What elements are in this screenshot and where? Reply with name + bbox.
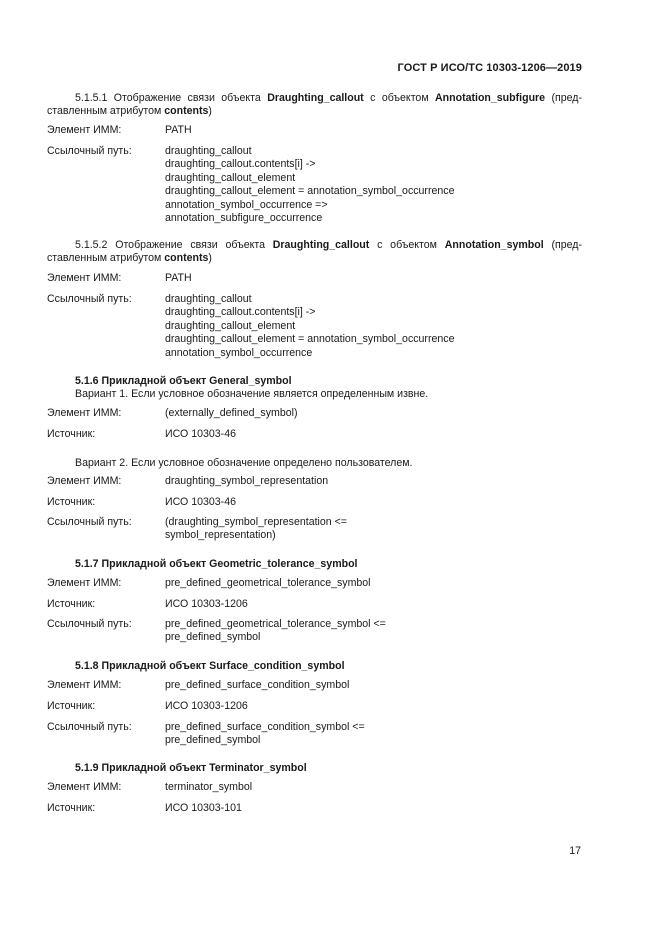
path-line: (draughting_symbol_representation <= <box>165 516 347 528</box>
row-label: Элемент ИММ: <box>47 781 122 793</box>
entity-name: Annotation_subfigure <box>435 92 546 104</box>
text: ) <box>208 252 212 265</box>
path-line: pre_defined_surface_condition_symbol <= <box>165 721 365 733</box>
document-header: ГОСТ Р ИСО/ТС 10303-1206—2019 <box>397 62 582 74</box>
row-label: Элемент ИММ: <box>47 407 122 419</box>
text: Отображение связи объекта <box>107 239 273 251</box>
row-label: Элемент ИММ: <box>47 577 122 589</box>
attribute-name: contents <box>164 105 209 118</box>
path-line: draughting_callout_element = annotation_symbol_occurrence <box>165 333 455 346</box>
row-label: Элемент ИММ: <box>47 679 122 691</box>
variant-text: Вариант 1. Если условное обозначение является определенным извне. <box>75 388 429 400</box>
section-number: 5.1.5.2 <box>75 239 108 251</box>
path-line: draughting_callout <box>165 145 252 157</box>
text: (пред-ставленным атрибутом <box>47 92 582 118</box>
section-5-1-5-1-paragraph <box>47 92 582 119</box>
path-line: pre_defined_symbol <box>165 734 261 747</box>
row-value: PATH <box>165 124 192 136</box>
section-number: 5.1.5.1 <box>75 92 108 104</box>
row-value <box>165 293 454 360</box>
row-value: ИСО 10303-1206 <box>165 598 248 610</box>
path-line: draughting_callout.contents[i] -> <box>165 306 316 319</box>
row-value <box>165 618 386 645</box>
row-value: pre_defined_surface_condition_symbol <box>165 679 350 691</box>
path-line: symbol_representation) <box>165 529 276 542</box>
text: (пред-ставленным атрибутом <box>47 239 582 265</box>
row-label: Источник: <box>47 700 96 712</box>
path-line: draughting_callout_element = annotation_symbol_occurrence <box>165 185 455 198</box>
page-number: 17 <box>569 845 581 857</box>
row-label: Ссылочный путь: <box>47 293 132 305</box>
attribute-name: contents <box>164 252 209 265</box>
row-label: Ссылочный путь: <box>47 145 132 157</box>
entity-name: Draughting_callout <box>267 92 364 104</box>
text: ) <box>208 105 212 118</box>
section-heading: 5.1.8 Прикладной объект Surface_condition_symbol <box>75 660 345 672</box>
row-value: (externally_defined_symbol) <box>165 407 298 419</box>
section-heading: 5.1.9 Прикладной объект Terminator_symbol <box>75 762 307 774</box>
row-label: Источник: <box>47 598 96 610</box>
row-value: terminator_symbol <box>165 781 253 793</box>
path-line: draughting_callout <box>165 293 252 305</box>
entity-name: Annotation_symbol <box>444 239 544 251</box>
path-line: annotation_symbol_occurrence => <box>165 198 328 211</box>
row-label: Элемент ИММ: <box>47 124 122 136</box>
text: с объектом <box>369 239 445 251</box>
path-line: pre_defined_symbol <box>165 631 261 644</box>
row-value: ИСО 10303-46 <box>165 496 236 508</box>
row-label: Ссылочный путь: <box>47 721 132 733</box>
text: Отображение связи объекта <box>107 92 268 104</box>
row-label: Элемент ИММ: <box>47 475 122 487</box>
row-value: ИСО 10303-101 <box>165 802 242 814</box>
row-value: draughting_symbol_representation <box>165 475 329 487</box>
path-line: pre_defined_geometrical_tolerance_symbol <= <box>165 618 386 630</box>
path-line: draughting_callout.contents[i] -> <box>165 158 316 171</box>
row-label: Ссылочный путь: <box>47 618 132 630</box>
section-heading: 5.1.7 Прикладной объект Geometric_tolerance_symbol <box>75 558 358 570</box>
row-label: Источник: <box>47 802 96 814</box>
path-line: annotation_symbol_occurrence <box>165 346 313 359</box>
row-label: Ссылочный путь: <box>47 516 132 528</box>
row-value: ИСО 10303-1206 <box>165 700 248 712</box>
row-value: PATH <box>165 272 192 284</box>
path-line: draughting_callout_element <box>165 171 296 184</box>
row-label: Источник: <box>47 428 96 440</box>
path-line: draughting_callout_element <box>165 319 296 332</box>
row-value <box>165 145 454 225</box>
row-value <box>165 721 365 748</box>
row-value <box>165 516 347 543</box>
section-heading: 5.1.6 Прикладной объект General_symbol <box>75 375 292 387</box>
path-line: annotation_subfigure_occurrence <box>165 212 323 225</box>
row-label: Элемент ИММ: <box>47 272 122 284</box>
row-value: ИСО 10303-46 <box>165 428 236 440</box>
section-5-1-5-2-paragraph <box>47 239 582 266</box>
variant-text: Вариант 2. Если условное обозначение определено пользователем. <box>75 457 413 469</box>
text: с объектом <box>363 92 435 104</box>
row-label: Источник: <box>47 496 96 508</box>
row-value: pre_defined_geometrical_tolerance_symbol <box>165 577 371 589</box>
entity-name: Draughting_callout <box>272 239 370 251</box>
